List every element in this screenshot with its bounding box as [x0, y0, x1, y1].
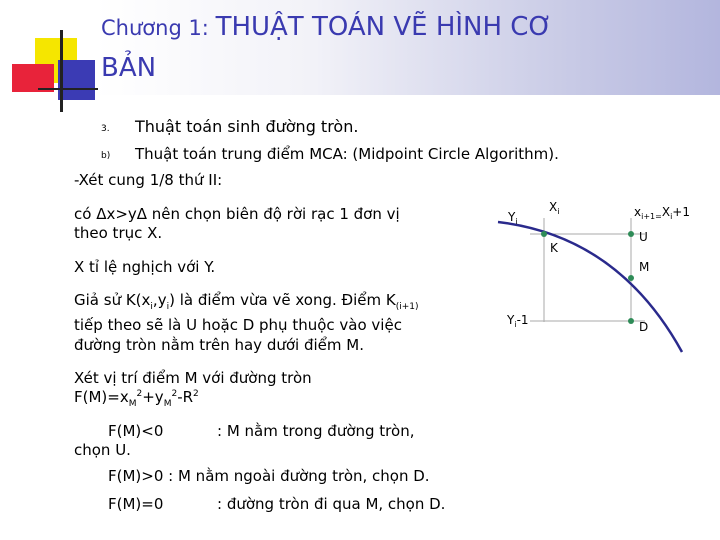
- body-p4c: đường tròn nằm trên hay dưới điểm M.: [74, 336, 364, 354]
- point-m: [628, 275, 634, 281]
- item-text-1: Thuật toán sinh đường tròn.: [135, 117, 359, 136]
- body-p3: X tỉ lệ nghịch với Y.: [74, 258, 216, 276]
- title-main-line1: THUẬT TOÁN VẼ HÌNH CƠ: [215, 12, 553, 42]
- case-1-result: : M nằm trong đường tròn,: [217, 422, 415, 440]
- case-3-condition: F(M)=0: [108, 495, 164, 513]
- body-p2a: có Δx>yΔ nên chọn biên độ rời rạc 1 đơn vị: [74, 205, 400, 223]
- point-d: [628, 318, 634, 324]
- body-p5b: $F(M)=x_M^2+y_M^2-R^2$: [74, 388, 199, 409]
- case-2: F(M)>0 : M nằm ngoài đường tròn, chọn D.: [108, 467, 430, 485]
- body-p5a: Xét vị trí điểm M với đường tròn: [74, 369, 312, 387]
- item-text-2: Thuật toán trung điểm MCA: (Midpoint Circle Algorithm).: [135, 145, 559, 163]
- point-k: [541, 231, 547, 237]
- label-m: M: [639, 260, 650, 274]
- item-number-2: b): [101, 151, 111, 161]
- point-u: [628, 231, 634, 237]
- label-d: D: [639, 320, 649, 334]
- title-main-line2: BẢN: [101, 53, 157, 83]
- label-xi: $X_i$: [549, 200, 560, 216]
- circle-arc: [498, 222, 682, 352]
- item-number-1: 3.: [101, 124, 110, 134]
- case-1-result-cont: chọn U.: [74, 441, 131, 459]
- case-3-result: : đường tròn đi qua M, chọn D.: [217, 495, 446, 513]
- body-p2b: theo trục X.: [74, 224, 163, 242]
- title-prefix: Chương 1:: [101, 16, 216, 40]
- label-xi1: $x_{i+1=}X_i+1$: [634, 205, 690, 221]
- label-yi1: $Y_i-1$: [507, 313, 529, 329]
- label-yi: $Y_i$: [508, 210, 518, 226]
- body-p1: -Xét cung 1/8 thứ II:: [74, 171, 223, 189]
- label-k: K: [550, 241, 558, 255]
- case-1-condition: F(M)<0: [108, 422, 164, 440]
- body-p4b: tiếp theo sẽ là U hoặc D phụ thuộc vào việc: [74, 316, 402, 334]
- label-u: U: [639, 230, 648, 244]
- body-p4a: Giả sử $K(x_i,y_i)$ là điểm vừa vẽ xong. Điểm $K_{(i+1)}$: [74, 291, 419, 312]
